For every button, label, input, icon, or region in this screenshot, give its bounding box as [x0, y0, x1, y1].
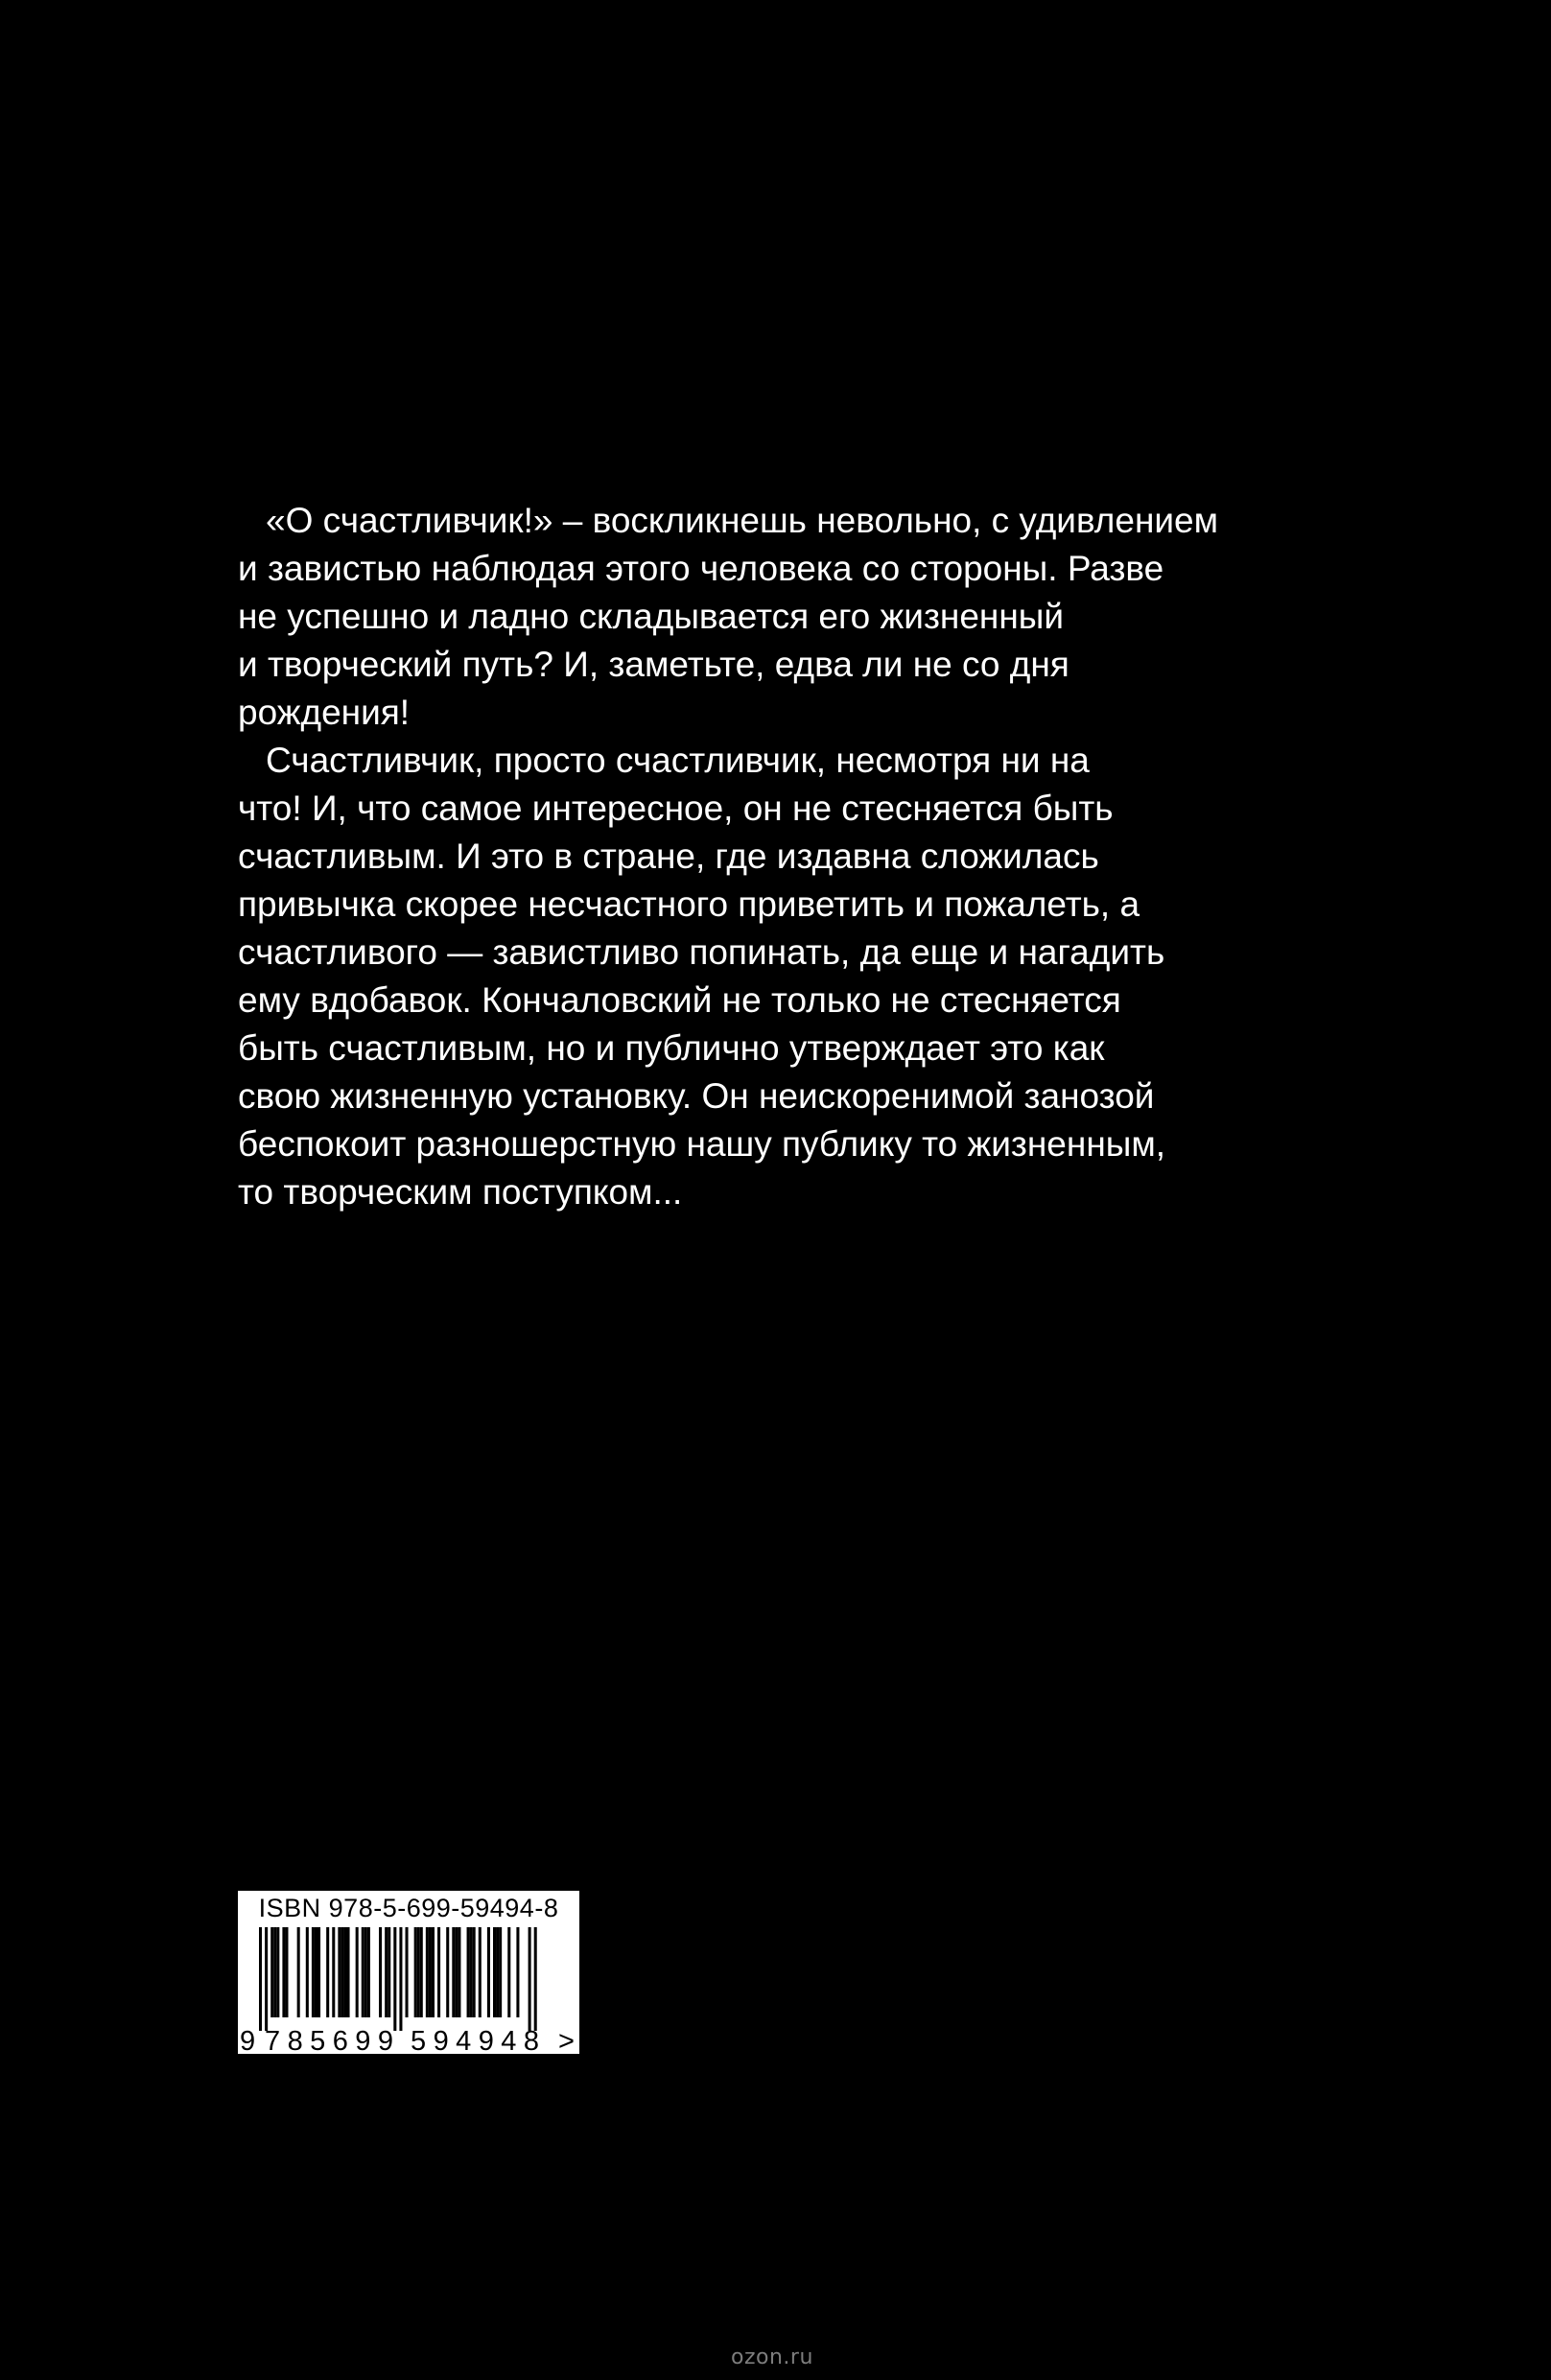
blurb-line: привычка скорее несчастного приветить и пожалеть, а: [238, 884, 1140, 924]
barcode-bar: [326, 1927, 329, 2017]
barcode-left-digits: 785699: [265, 2026, 393, 2054]
barcode-bar: [473, 1927, 476, 2017]
blurb-line: «О счастливчик!» – воскликнешь невольно, с удивлением: [266, 501, 1219, 540]
barcode-bar: [470, 1927, 473, 2017]
blurb-line: и завистью наблюдая этого человека со стороны. Разве: [238, 549, 1164, 588]
barcode-lead-digit: 9: [240, 2026, 256, 2054]
blurb-line: то творческим поступком...: [238, 1172, 683, 1212]
blurb-line: не успешно и ладно складывается его жизненный: [238, 597, 1065, 636]
barcode-bar: [317, 1927, 320, 2017]
barcode-bar: [343, 1927, 346, 2017]
barcode-bar: [341, 1927, 343, 2017]
blurb-line: свою жизненную установку. Он неискоренимой занозой: [238, 1076, 1155, 1116]
barcode-bar: [282, 1927, 285, 2017]
isbn-barcode: [238, 1891, 579, 2054]
barcode-bar: [437, 1927, 440, 2017]
barcode-bar: [306, 1927, 309, 2017]
barcode-bar: [285, 1927, 288, 2017]
barcode-bar: [315, 1927, 317, 2017]
barcode-bar: [297, 1927, 300, 2017]
barcode-bar: [452, 1927, 455, 2017]
barcode-bars: [238, 1925, 579, 2054]
blurb-line: что! И, что самое интересное, он не стесняется быть: [238, 789, 1114, 828]
barcode-bar: [493, 1927, 496, 2017]
blurb-line: ему вдобавок. Кончаловский не только не стесняется: [238, 980, 1121, 1020]
barcode-bar: [446, 1927, 449, 2017]
barcode-quiet-mark: >: [558, 2026, 575, 2054]
barcode-bar: [414, 1927, 417, 2017]
barcode-bar: [406, 1927, 409, 2017]
barcode-bar: [417, 1927, 420, 2017]
barcode-guard-bar: [259, 1927, 262, 2031]
barcode-bar: [458, 1927, 460, 2017]
isbn-label: ISBN 978-5-699-59494-8: [258, 1894, 559, 1922]
barcode-bar: [479, 1927, 482, 2017]
barcode-guard-bar: [534, 1927, 537, 2031]
barcode-bar-group: [259, 1927, 537, 2031]
barcode-bar: [426, 1927, 429, 2017]
ozon-watermark: ozon.ru: [731, 2345, 813, 2369]
blurb-line: быть счастливым, но и публично утверждает это как: [238, 1028, 1105, 1068]
barcode-bar: [487, 1927, 490, 2017]
barcode-guard-bar: [393, 1927, 396, 2031]
barcode-bar: [273, 1927, 276, 2017]
barcode-bar: [499, 1927, 502, 2017]
barcode-bar: [362, 1927, 364, 2017]
barcode-bar: [356, 1927, 359, 2017]
barcode-bar: [312, 1927, 315, 2017]
blurb-line: беспокоит разношерстную нашу публику то жизненным,: [238, 1124, 1166, 1164]
barcode-bar: [516, 1927, 519, 2017]
barcode-bar: [379, 1927, 382, 2017]
barcode-bar: [332, 1927, 335, 2017]
barcode-bar: [467, 1927, 470, 2017]
barcode-bar: [496, 1927, 499, 2017]
barcode-bar: [347, 1927, 350, 2017]
barcode-bar: [367, 1927, 370, 2017]
barcode-bar: [388, 1927, 390, 2017]
barcode-bar: [432, 1927, 435, 2017]
barcode-guard-bar: [265, 1927, 268, 2031]
barcode-guard-bar: [529, 1927, 531, 2031]
barcode-guard-bar: [399, 1927, 402, 2031]
blurb-line: и творческий путь? И, заметьте, едва ли не со дня: [238, 645, 1069, 684]
barcode-bar: [364, 1927, 367, 2017]
blurb-line: рождения!: [238, 693, 411, 732]
barcode-bar: [338, 1927, 341, 2017]
barcode-bar: [420, 1927, 423, 2017]
blurb-line: счастливого — завистливо попинать, да еще и нагадить: [238, 932, 1165, 972]
barcode-bar: [507, 1927, 510, 2017]
barcode-bar: [429, 1927, 432, 2017]
barcode-bar: [385, 1927, 388, 2017]
barcode-bar: [270, 1927, 273, 2017]
barcode-bar: [276, 1927, 279, 2017]
barcode-bar: [455, 1927, 458, 2017]
blurb-line: счастливым. И это в стране, где издавна сложилась: [238, 837, 1099, 876]
blurb-line: Счастливчик, просто счастливчик, несмотря ни на: [266, 741, 1090, 780]
barcode-right-digits: 594948: [411, 2026, 539, 2054]
back-cover-blurb: [238, 497, 1331, 1216]
